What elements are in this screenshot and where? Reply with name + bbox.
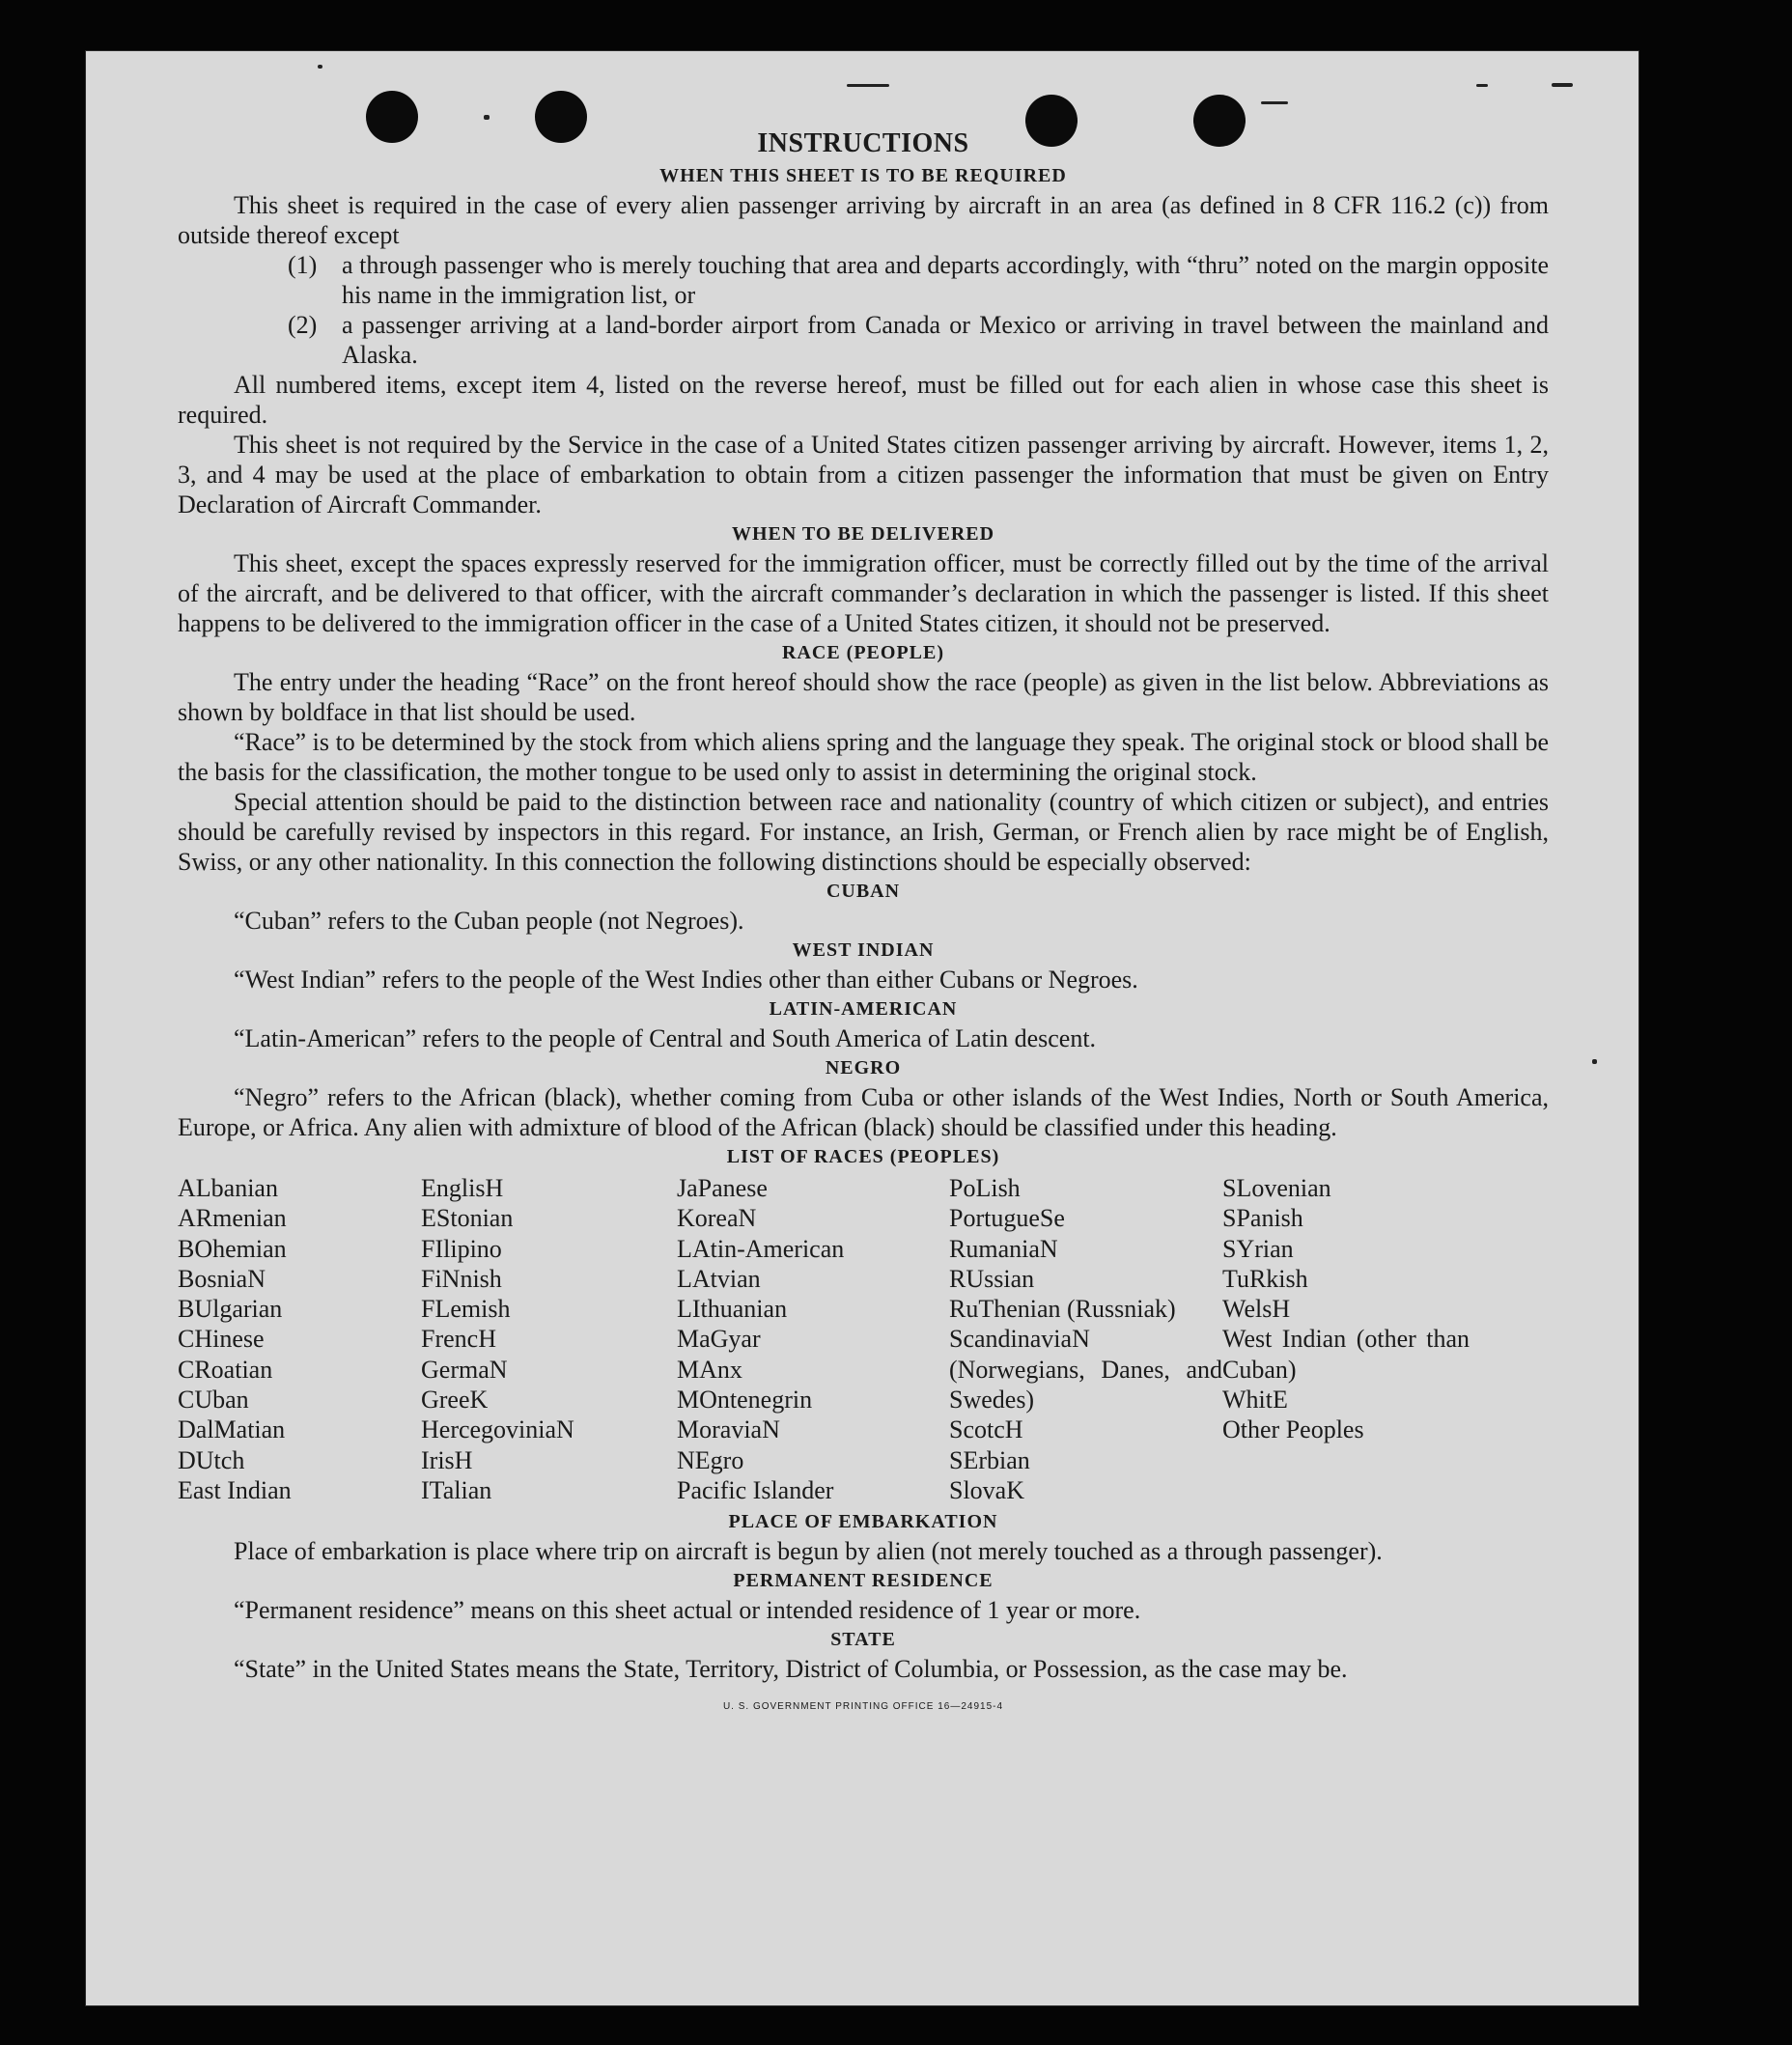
race-item: East Indian [178, 1475, 292, 1504]
race-item: ITalian [421, 1475, 492, 1504]
race-paragraph-2: “Race” is to be determined by the stock from which aliens spring and the language they speak. The original stock or blood shall be the basis for the classification, the mother tongue to be used only to assist in determining the original stock. [178, 728, 1549, 786]
race-item: EStonian [421, 1204, 514, 1233]
ink-speck [1261, 101, 1288, 104]
race-item: BOhemian [178, 1234, 287, 1263]
race-item: KoreaN [677, 1204, 757, 1233]
race-item: BosniaN [178, 1264, 266, 1293]
race-item: GermaN [421, 1355, 508, 1384]
exception-number: (2) [288, 311, 318, 339]
embarkation-paragraph: Place of embarkation is place where trip on aircraft is begun by alien (not merely touched as a through passenger). [234, 1537, 1383, 1566]
ink-speck [1592, 1059, 1597, 1064]
race-paragraph-1: The entry under the heading “Race” on the front hereof should show the race (people) as given in the list below. Abbreviations as shown by boldface in that list should be used. [178, 668, 1549, 726]
race-item: ARmenian [178, 1204, 287, 1233]
race-item: DalMatian [178, 1415, 286, 1444]
race-column-2 [421, 1173, 677, 1505]
state-paragraph: “State” in the United States means the State, Territory, District of Columbia, or Possession, as the case may be. [234, 1655, 1348, 1684]
race-column-1 [178, 1173, 421, 1505]
race-item: MoraviaN [677, 1415, 780, 1444]
race-column-4 [949, 1173, 1222, 1505]
race-item: CHinese [178, 1325, 265, 1354]
numbered-items-paragraph: All numbered items, except item 4, listed on the reverse hereof, must be filled out for each alien in whose case this sheet is required. [178, 371, 1549, 429]
ink-speck [318, 65, 322, 69]
heading-negro: NEGRO [825, 1057, 902, 1079]
race-item: SErbian [949, 1445, 1030, 1474]
race-item: LAtvian [677, 1264, 761, 1293]
race-item: CUban [178, 1386, 249, 1415]
heading-west-indian: WEST INDIAN [792, 939, 935, 961]
race-item: BUlgarian [178, 1295, 283, 1324]
race-item: HercegoviniaN [421, 1415, 574, 1444]
race-column-3 [677, 1173, 949, 1505]
race-item: LIthuanian [677, 1295, 788, 1324]
document-page [86, 51, 1638, 2005]
printing-office-footer: U. S. GOVERNMENT PRINTING OFFICE 16—24915-4 [722, 1701, 1004, 1713]
latin-american-paragraph: “Latin-American” refers to the people of Central and South America of Latin descent. [234, 1024, 1097, 1052]
race-item: Pacific Islander [677, 1475, 834, 1504]
race-item: SPanish [1222, 1204, 1303, 1233]
ink-speck [1476, 84, 1488, 87]
cuban-paragraph: “Cuban” refers to the Cuban people (not Negroes). [234, 907, 744, 935]
exception-number: (1) [288, 251, 318, 279]
race-item: WhitE [1222, 1386, 1288, 1415]
exceptions-list [178, 250, 1549, 370]
race-item: West Indian (other than Cuban) [1222, 1325, 1470, 1384]
race-item: RUssian [949, 1264, 1035, 1293]
race-item: LAtin-American [677, 1234, 845, 1263]
race-list [178, 1173, 1549, 1505]
race-item: MOntenegrin [677, 1386, 813, 1415]
race-item: IrisH [421, 1445, 473, 1474]
citizen-paragraph: This sheet is not required by the Service in the case of a United States citizen passenger arriving by aircraft. However, items 1, 2, 3, and 4 may be used at the place of embarkation to obtain from a citizen passenger the information that must be given on Entry Declaration of Aircraft Commander. [178, 431, 1549, 518]
race-item: SYrian [1222, 1234, 1294, 1263]
exception-text: a through passenger who is merely touching that area and departs accordingly, with “thru” noted on the margin opposite his name in the immigration list, or [342, 251, 1549, 309]
heading-permanent-residence: PERMANENT RESIDENCE [733, 1570, 994, 1592]
race-item: GreeK [421, 1386, 489, 1415]
heading-latin-american: LATIN-AMERICAN [769, 998, 958, 1020]
race-item: ScandinaviaN (Norwegians, Danes, and Swedes) [949, 1325, 1222, 1415]
race-item: Other Peoples [1222, 1415, 1364, 1444]
heading-when-delivered: WHEN TO BE DELIVERED [731, 523, 995, 545]
heading-list-of-races: LIST OF RACES (PEOPLES) [726, 1146, 1000, 1167]
heading-cuban: CUBAN [826, 881, 901, 902]
exception-text: a passenger arriving at a land-border airport from Canada or Mexico or arriving in travel between the mainland and Alaska. [342, 311, 1549, 369]
heading-race: RACE (PEOPLE) [782, 642, 944, 663]
exception-item [178, 250, 1549, 310]
race-item: RuThenian (Russniak) [949, 1295, 1176, 1324]
race-column-5 [1222, 1173, 1470, 1505]
west-indian-paragraph: “West Indian” refers to the people of the West Indies other than either Cubans or Negroes. [234, 966, 1138, 994]
race-item: PortugueSe [949, 1204, 1065, 1233]
race-item: WelsH [1222, 1295, 1291, 1324]
page-title: INSTRUCTIONS [757, 128, 969, 158]
race-item: FrencH [421, 1325, 496, 1354]
race-item: RumaniaN [949, 1234, 1058, 1263]
exception-item [178, 310, 1549, 370]
race-item: SlovaK [949, 1475, 1024, 1504]
instructions-body [178, 126, 1549, 1722]
ink-speck [847, 84, 889, 87]
race-item: FLemish [421, 1295, 511, 1324]
heading-embarkation: PLACE OF EMBARKATION [728, 1511, 998, 1533]
race-item: PoLish [949, 1174, 1021, 1202]
race-item: DUtch [178, 1445, 245, 1474]
heading-when-required: WHEN THIS SHEET IS TO BE REQUIRED [659, 165, 1067, 186]
ink-speck [1552, 83, 1573, 87]
heading-state: STATE [830, 1629, 896, 1651]
residence-paragraph: “Permanent residence” means on this sheet actual or intended residence of 1 year or more. [234, 1596, 1141, 1625]
race-item: FiNnish [421, 1264, 502, 1293]
delivery-paragraph: This sheet, except the spaces expressly reserved for the immigration officer, must be correctly filled out by the time of the arrival of the aircraft, and be delivered to that officer, with the aircraft commander’s declaration in which the passenger is listed. If this sheet happens to be delivered to the immigration officer in the case of a United States citizen, it should not be preserved. [178, 549, 1549, 637]
race-item: ALbanian [178, 1174, 278, 1202]
when-required-intro: This sheet is required in the case of every alien passenger arriving by aircraft in an area (as defined in 8 CFR 116.2 (c)) from outside thereof except [178, 191, 1549, 249]
race-item: CRoatian [178, 1355, 273, 1384]
negro-paragraph: “Negro” refers to the African (black), whether coming from Cuba or other islands of the West Indies, North or South America, Europe, or Africa. Any alien with admixture of blood of the African (black) should be classified under this heading. [178, 1083, 1549, 1141]
race-item: SLovenian [1222, 1174, 1331, 1202]
race-paragraph-3: Special attention should be paid to the distinction between race and nationality (country of which citizen or subject), and entries should be carefully revised by inspectors in this regard. For instance, an Irish, German, or French alien by race might be of English, Swiss, or any other nationality. In this connection the following distinctions should be especially observed: [178, 788, 1549, 876]
race-item: ScotcH [949, 1415, 1023, 1444]
race-item: MaGyar [677, 1325, 761, 1354]
race-item: EnglisH [421, 1174, 504, 1202]
race-item: JaPanese [677, 1174, 768, 1202]
race-item: FIlipino [421, 1234, 502, 1263]
race-item: TuRkish [1222, 1264, 1308, 1293]
race-item: MAnx [677, 1355, 742, 1384]
race-item: NEgro [677, 1445, 744, 1474]
ink-speck [484, 115, 490, 120]
